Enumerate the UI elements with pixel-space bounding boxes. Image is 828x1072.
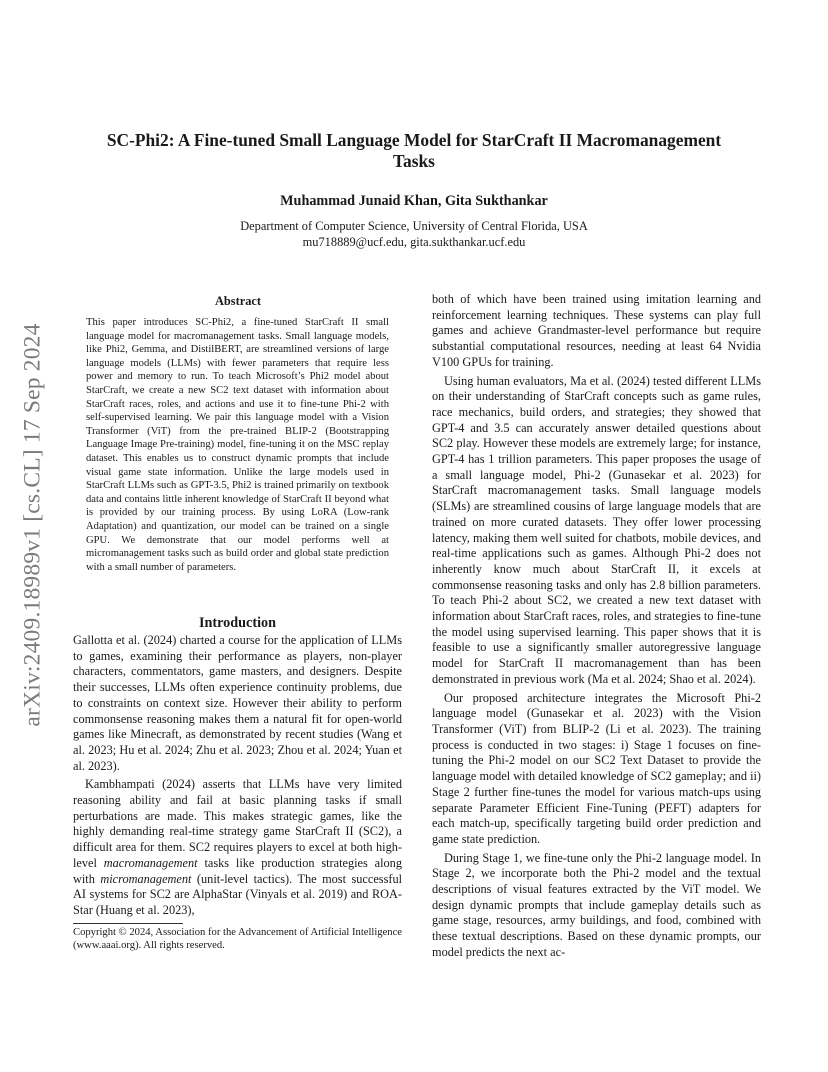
arxiv-margin-identifier xyxy=(20,290,46,760)
introduction-heading: Introduction xyxy=(199,615,276,631)
affiliation: Department of Computer Science, University of Central Florida, USA xyxy=(240,219,588,233)
emphasis-macromanagement: macromanagement xyxy=(103,855,198,870)
intro-paragraph-1: Gallotta et al. (2024) charted a course for the application of LLMs to games, examining their performance as players, non-player characters, commentators, game masters, and designers. Despite their successes, LLMs often experience continuity problems, due to constraints on context size. However their ability to perform commonsense reasoning makes them a natural fit for open-world games like Minecraft, as demonstrated by recent studies (Wang et al. 2023; Hu et al. 2024; Zhu et al. 2023; Zhou et al. 2024; Yuan et al. 2023). xyxy=(73,633,402,773)
paragraph-text: tasks like production strategies along with xyxy=(73,855,402,886)
arxiv-id-text[interactable]: arXiv:2409.18989v1 [cs.CL] 17 Sep 2024 xyxy=(19,323,46,727)
paper-title: SC-Phi2: A Fine-tuned Small Language Model for StarCraft II Macromanagement Tasks xyxy=(106,130,722,171)
affiliation-block xyxy=(100,218,728,250)
author-list: Muhammad Junaid Khan, Gita Sukthankar xyxy=(280,193,548,209)
left-column xyxy=(73,633,402,922)
intro-paragraph-4: Using human evaluators, Ma et al. (2024) tested different LLMs on their understanding of StarCraft concepts such as game rules, race mechanics, build orders, and strategies; they showed that GPT-4 and 3.5 can accurately answer detailed questions about SC2 play. However these models are extremely large; for instance, GPT-4 has 1 trillion parameters. This paper proposes the usage of a small language model, Phi-2 (Gunasekar et al. 2023) for StarCraft macromanagement tasks. Small language models (SLMs) are streamlined cousins of large language models that are trained on more curated datasets. They offer lower processing latency, making them well suited for chatbots, mobile devices, and real-time applications such as games. Although Phi-2 does not inherently know much about StarCraft II, it excels at commonsense reasoning tasks and only has 2.8 billion parameters. To teach Phi-2 about SC2, we created a new text dataset with information about StarCraft races, roles, and strategies to fine-tune the model using supervised learning. This paper shows that it is feasible to use a significantly smaller autoregressive language model for StarCraft II macromanagement than has been demonstrated in previous work (Ma et al. 2024; Shao et al. 2024). xyxy=(432,373,761,686)
paragraph-text: Kambhampati (2024) asserts that LLMs have very limited reasoning ability and fail at basic planning tasks if small perturbations are made. This makes strategic games, like the highly demanding real-time strategy game StarCraft II (SC2), a difficult area for them. SC2 requires players to excel at both high-level xyxy=(73,777,402,870)
copyright-footnote: Copyright © 2024, Association for the Advancement of Artificial Intelligence (www.aaai.org). All rights reserved. xyxy=(73,927,402,952)
intro-paragraph-6: During Stage 1, we fine-tune only the Phi-2 language model. In Stage 2, we incorporate both the Phi-2 model and the textual descriptions of visual features extracted by the ViT model. We design dynamic prompts that include gameplay details such as game stage, resources, army buildings, and food, combined with these textual descriptions. Based on these dynamic prompts, our model predicts the next ac- xyxy=(432,850,761,959)
intro-paragraph-3: both of which have been trained using imitation learning and reinforcement learning techniques. These systems can play full games and achieve Grandmaster-level performance but require substantial computational resources, needing at least 64 Nvidia V100 GPUs for training. xyxy=(432,292,761,369)
author-emails: mu718889@ucf.edu, gita.sukthankar.ucf.edu xyxy=(302,235,526,249)
footnote-divider xyxy=(73,923,183,924)
right-column xyxy=(432,292,761,964)
emphasis-micromanagement: micromanagement xyxy=(100,871,192,886)
abstract-body: This paper introduces SC-Phi2, a fine-tuned StarCraft II small language model for macromanagement tasks. Small language models, like Phi2, Gemma, and DistilBERT, are streamlined versions of large language models (LLMs) with fewer parameters that require less power and memory to run. To teach Microsoft’s Phi2 model about StarCraft, we create a new SC2 text dataset with information about StarCraft races, roles, and actions and use it to fine-tune Phi-2 with self-supervised learning. We pair this language model with a Vision Transformer (ViT) from the pre-trained BLIP-2 (Bootstrapping Language Image Pre-training) model, fine-tuning it on the MSC replay dataset. This enables us to construct dynamic prompts that include visual game state information. Unlike the large models used in StarCraft LLMs such as GPT-3.5, Phi2 is trained primarily on textbook data and contains little inherent knowledge of StarCraft II beyond what is provided by our training process. By using LoRA (Low-rank Adaptation) and quantization, our model can be trained on a single GPU. We demonstrate that our model performs well at micromanagement tasks such as build order and global state prediction with a small number of parameters. xyxy=(86,317,389,573)
paragraph-text: (unit-level tactics). The most successful AI systems for SC2 are AlphaStar (Vinyals et al. 2019) and ROA-Star (Huang et al. 2023), xyxy=(73,871,403,917)
intro-paragraph-2 xyxy=(73,777,402,918)
intro-paragraph-5: Our proposed architecture integrates the Microsoft Phi-2 language model (Gunasekar et al. 2023) with the Vision Transformer (ViT) from BLIP-2 (Li et al. 2023). The training process is conducted in two stages: i) Stage 1 focuses on fine-tuning the Phi-2 model on our SC2 Text Dataset to provide the language model with detailed knowledge of SC2 gameplay; and ii) Stage 2 further fine-tunes the model for various match-ups using separate Parameter Efficient Fine-Tuning (PEFT) adapters for each match-up, specifically targeting build order prediction and game state prediction. xyxy=(432,690,761,846)
abstract-heading: Abstract xyxy=(214,294,262,308)
